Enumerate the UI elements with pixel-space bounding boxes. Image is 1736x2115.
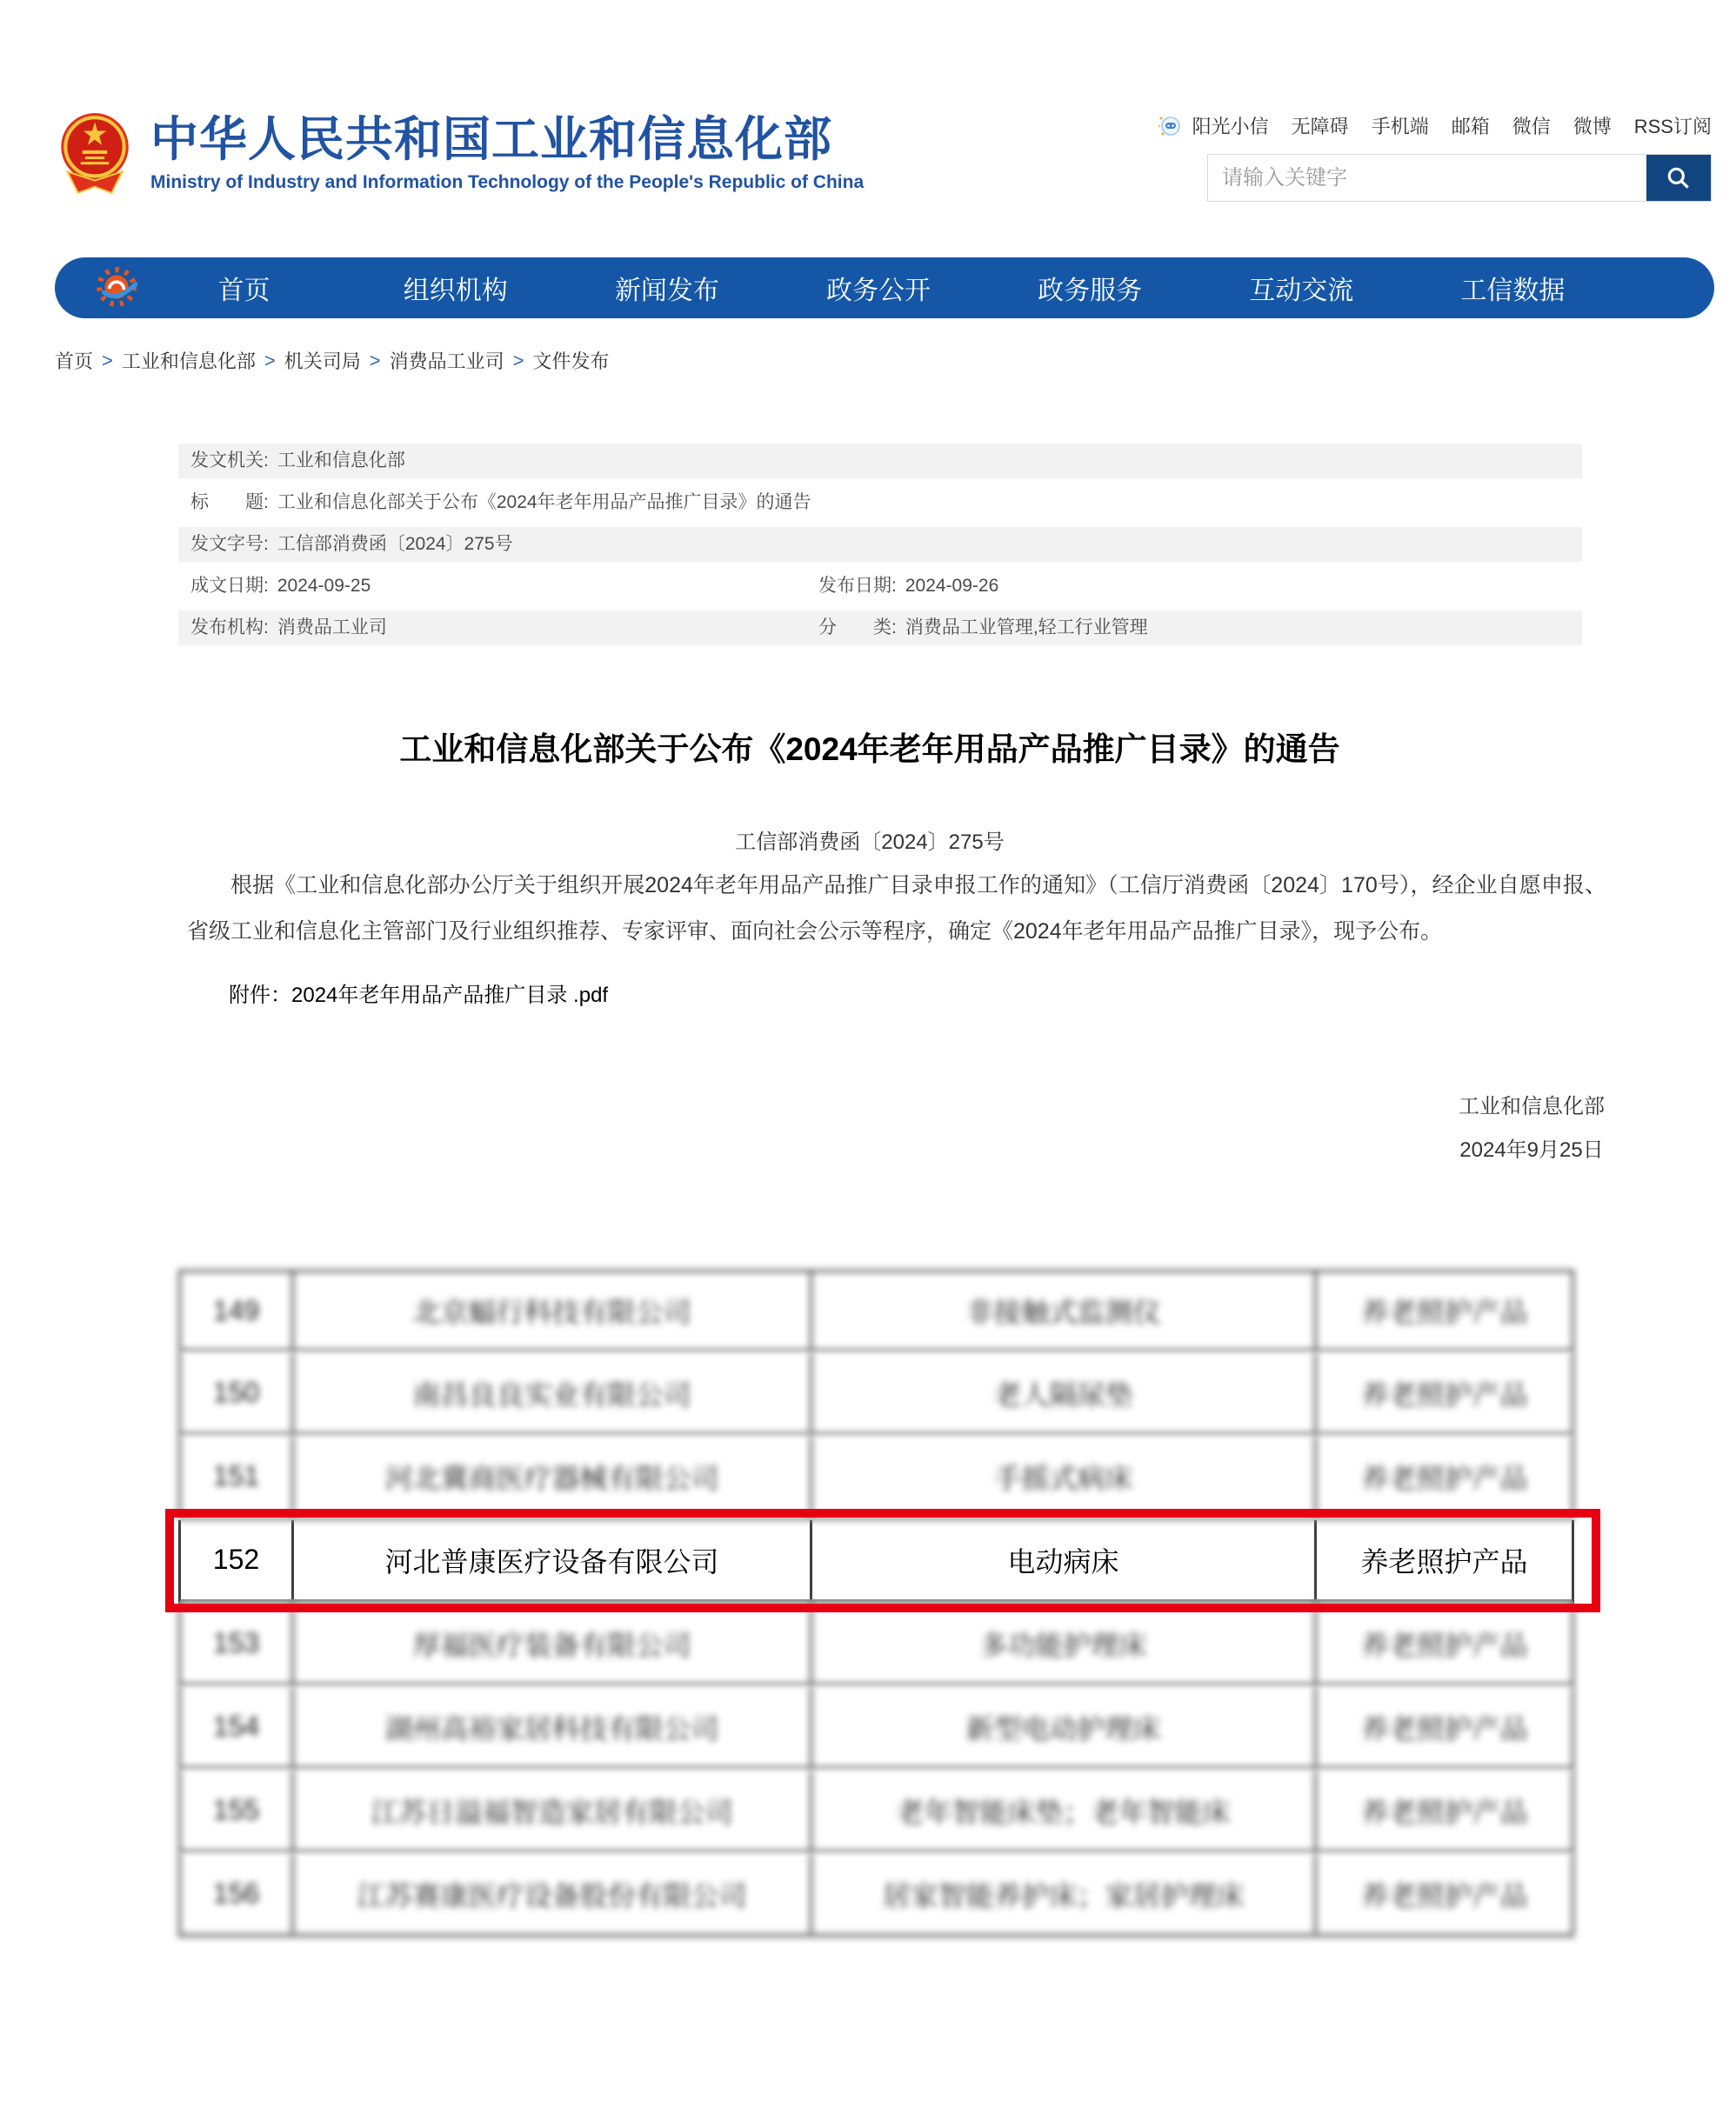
cell-company: 北京蝠行科技有限公司 [294, 1272, 812, 1349]
quick-link-accessibility[interactable]: 无障碍 [1291, 115, 1349, 137]
cell-no: 151 [181, 1437, 294, 1516]
nav-item-interaction[interactable]: 互动交流 [1249, 277, 1354, 305]
cell-category: 养老照护产品 [1360, 1712, 1528, 1745]
table-row-151 [178, 1437, 1574, 1520]
cell-company: 江苏日溢福智造家居有限公司 [294, 1771, 812, 1850]
cell-no: 156 [181, 1854, 294, 1933]
quick-link-mail[interactable]: 邮箱 [1451, 115, 1490, 137]
breadcrumb-home[interactable]: 首页 [55, 350, 94, 372]
table-row-152-highlighted [178, 1520, 1574, 1604]
breadcrumb-separator: > [264, 349, 276, 371]
meta-value: 消费品工业管理,轻工行业管理 [905, 617, 1148, 637]
meta-label: 发布日期: [818, 576, 897, 596]
meta-label: 发文字号: [190, 534, 269, 554]
cell-company: 湖州高裕家居科技有限公司 [294, 1687, 812, 1766]
breadcrumb-consumer-goods[interactable]: 消费品工业司 [389, 350, 504, 372]
quick-link-weibo[interactable]: 微博 [1572, 115, 1612, 137]
cell-no: 153 [181, 1604, 294, 1683]
cell-no: 155 [181, 1771, 294, 1850]
meta-label: 发文机关: [190, 450, 269, 470]
main-nav [55, 257, 1714, 318]
signature-agency: 工业和信息化部 [1459, 1095, 1605, 1118]
meta-row-title [178, 485, 1582, 520]
site-brand-link[interactable] [58, 110, 864, 202]
miit-swirl-logo-icon [95, 266, 138, 310]
meta-label: 发布机构: [190, 617, 269, 637]
nav-item-home[interactable]: 首页 [217, 277, 270, 305]
cell-company: 河北普康医疗设备有限公司 [294, 1520, 812, 1599]
nav-item-data[interactable]: 工信数据 [1460, 277, 1566, 305]
breadcrumb-departments[interactable]: 机关司局 [284, 350, 361, 372]
cell-product: 居家智能养护床；家居护理床 [812, 1854, 1317, 1933]
table-row-154 [178, 1687, 1574, 1771]
cell-category: 养老照护产品 [1360, 1545, 1528, 1578]
meta-row-issuing-agency [178, 444, 1582, 478]
cell-product: 老人隔尿垫 [812, 1353, 1317, 1432]
cell-product: 电动病床 [812, 1520, 1317, 1599]
cell-product: 新型电动护理床 [812, 1687, 1317, 1766]
breadcrumb-separator: > [512, 349, 524, 371]
search-button[interactable] [1646, 155, 1711, 201]
nav-item-gov-affairs[interactable]: 政务公开 [825, 277, 931, 305]
cell-category: 养老照护产品 [1360, 1462, 1528, 1494]
meta-value: 工业和信息化部关于公布《2024年老年用品产品推广目录》的通告 [277, 492, 811, 512]
table-row-150 [178, 1353, 1574, 1437]
cell-company: 江苏赛康医疗设备股份有限公司 [294, 1854, 812, 1933]
signature-block [1459, 1085, 1605, 1172]
cell-category: 养老照护产品 [1360, 1378, 1528, 1411]
catalog-table [178, 1270, 1574, 1938]
nav-item-gov-services[interactable]: 政务服务 [1038, 277, 1143, 305]
meta-row-doc-number [178, 527, 1582, 562]
cell-product: 手摇式病床 [812, 1437, 1317, 1516]
robot-assistant-icon [1156, 111, 1184, 139]
nav-item-organization[interactable]: 组织机构 [403, 277, 508, 305]
breadcrumb-miit[interactable]: 工业和信息化部 [121, 350, 256, 372]
meta-value: 消费品工业司 [277, 617, 387, 637]
cell-product: 多功能护理床 [812, 1604, 1317, 1683]
meta-value: 2024-09-25 [277, 576, 371, 596]
meta-row-dates [178, 569, 1582, 604]
cell-category: 养老照护产品 [1360, 1629, 1528, 1661]
quick-links [1156, 111, 1712, 139]
quick-link-wechat[interactable]: 微信 [1512, 115, 1551, 137]
cell-no: 152 [181, 1520, 294, 1599]
cell-no: 150 [181, 1353, 294, 1432]
search-icon [1665, 164, 1693, 192]
meta-value: 工信部消费函〔2024〕275号 [277, 534, 513, 554]
cell-company: 河北冀商医疗器械有限公司 [294, 1437, 812, 1516]
table-row-156 [178, 1854, 1574, 1938]
national-emblem-icon [58, 110, 131, 202]
cell-company: 厚福医疗装备有限公司 [294, 1604, 812, 1683]
nav-item-news[interactable]: 新闻发布 [614, 277, 719, 305]
quick-link-sunshine[interactable]: 阳光小信 [1192, 115, 1269, 137]
quick-link-mobile[interactable]: 手机端 [1371, 115, 1429, 137]
meta-value: 工业和信息化部 [277, 450, 405, 470]
search-input[interactable] [1208, 155, 1646, 201]
cell-category: 养老照护产品 [1360, 1297, 1528, 1328]
breadcrumb-current: 文件发布 [532, 350, 610, 372]
meta-label: 标 题: [190, 492, 269, 512]
cell-product: 非接触式监测仪 [812, 1272, 1317, 1349]
search-bar [1207, 154, 1712, 202]
table-row-153 [178, 1604, 1574, 1687]
site-title: 中华人民共和国工业和信息化部 [150, 112, 833, 166]
attachment-link[interactable]: 附件：2024年老年用品产品推广目录 .pdf [229, 984, 609, 1007]
breadcrumb [55, 347, 610, 374]
cell-no: 154 [181, 1687, 294, 1766]
signature-date: 2024年9月25日 [1459, 1138, 1604, 1162]
cell-product: 老年智能床垫；老年智能床 [812, 1771, 1317, 1850]
site-subtitle: Ministry of Industry and Information Technology of the People's Republic of China [150, 172, 865, 192]
page-title: 工业和信息化部关于公布《2024年老年用品产品推广目录》的通告 [399, 731, 1340, 767]
doc-meta [178, 444, 1582, 652]
cell-no: 149 [181, 1272, 294, 1349]
table-row-149 [178, 1270, 1574, 1353]
cell-company: 南昌良良实业有限公司 [294, 1353, 812, 1432]
article-paragraph: 根据《工业和信息化部办公厅关于组织开展2024年老年用品产品推广目录申报工作的通知》（工信厅消费函〔2024〕170号），经企业自愿申报、省级工业和信息化主管部门及行业组织推荐、专家评审、面向社会公示等程序，确定《2024年老年用品产品推广目录》，现予公布。 [187, 873, 1606, 944]
meta-value: 2024-09-26 [905, 576, 999, 596]
table-row-155 [178, 1771, 1574, 1854]
meta-row-publisher [178, 610, 1582, 645]
meta-label: 分 类: [818, 617, 897, 637]
quick-link-rss[interactable]: RSS订阅 [1633, 115, 1712, 137]
breadcrumb-separator: > [369, 349, 381, 371]
doc-number-line: 工信部消费函〔2024〕275号 [735, 831, 1005, 854]
cell-category: 养老照护产品 [1360, 1796, 1528, 1828]
breadcrumb-separator: > [102, 349, 113, 371]
cell-category: 养老照护产品 [1360, 1879, 1528, 1912]
meta-label: 成文日期: [190, 576, 269, 596]
